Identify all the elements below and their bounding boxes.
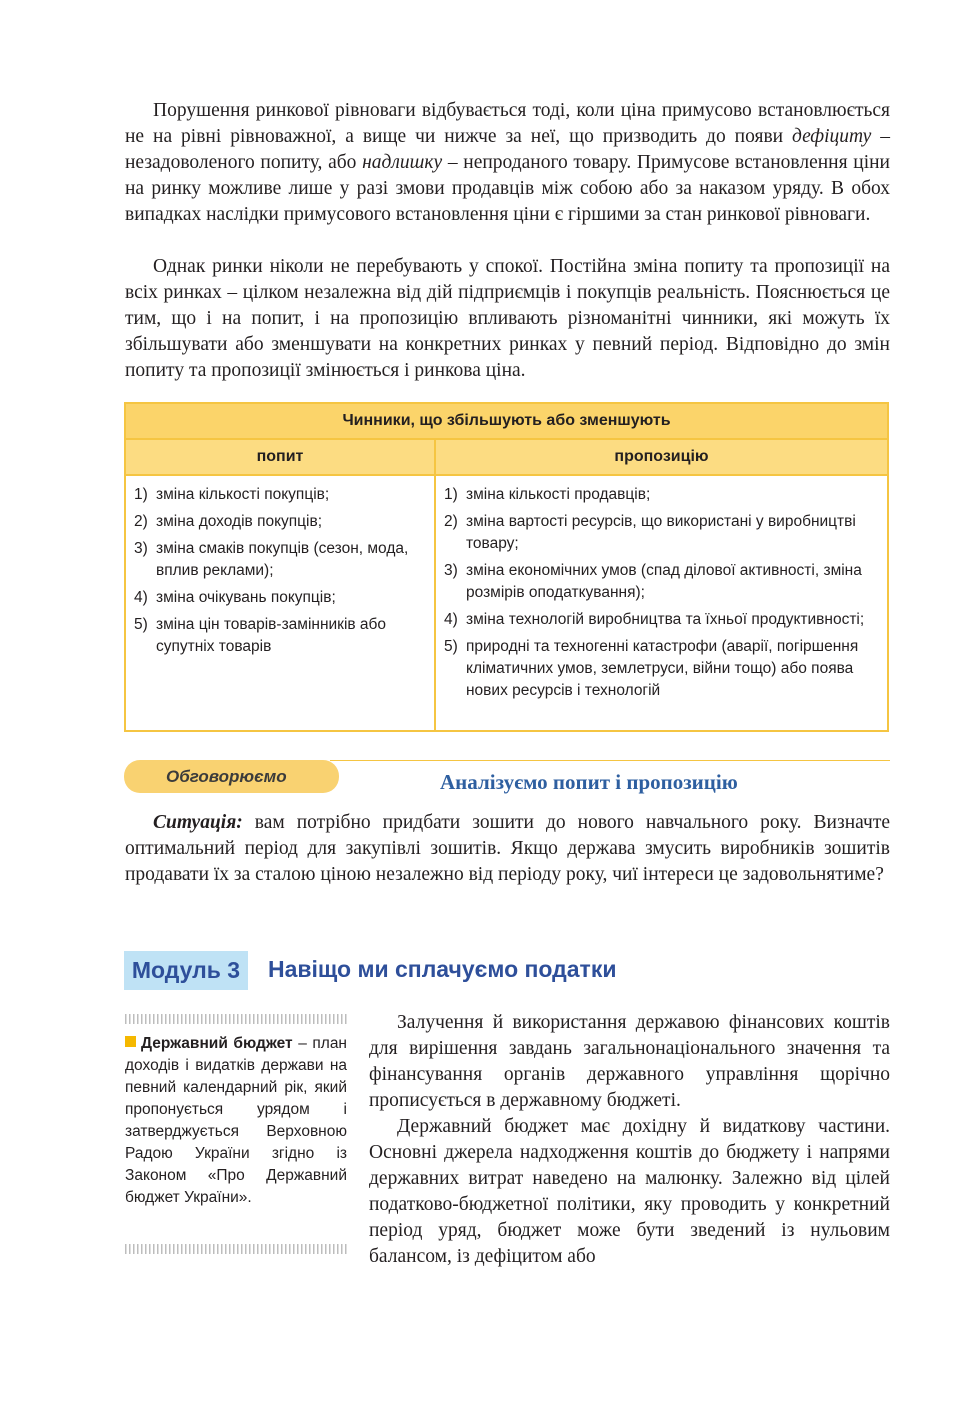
demand-factors-list: [126, 476, 434, 658]
supply-factors-list: [436, 476, 887, 702]
paragraph-markets-change: Однак ринки ніколи не перебувають у спокої. Постійна зміна попиту та пропозиції на всіх ринках – цілком незалежна від дій підприємців і покупців реальність. Пояснюється це тим, що і на попит, і на пропозицію впливають різноманітні чинники, які можуть їх збільшувати або зменшувати на конкретних ринках у певний період. Відповідно до змін попиту та пропозиції змінюється і ринкова ціна.: [125, 256, 890, 381]
list-number: 3): [134, 540, 148, 557]
column-header-supply: пропозицію: [614, 448, 709, 465]
sidebar-divider-bottom: [125, 1244, 347, 1254]
list-item: [134, 538, 428, 582]
list-number: 1): [134, 486, 148, 503]
list-text: природні та техногенні катастрофи (аварії, погіршення кліматичних умов, землетруси, війни тощо) або поява нових ресурсів і технологій: [466, 638, 859, 699]
list-text: зміна технологій виробництва та їхньої продуктивності;: [466, 611, 865, 628]
list-item: [134, 484, 428, 506]
situation-paragraph: [125, 810, 890, 888]
factors-table-body: [126, 476, 887, 732]
list-text: зміна очікувань покупців;: [156, 589, 336, 606]
term-deficit: дефіциту: [792, 126, 872, 147]
list-number: 3): [444, 562, 458, 579]
paragraph-budget-parts: Державний бюджет має дохідну й видаткову частини. Основні джерела надходження коштів до бюджету і напрями державних витрат наведено на малюнку. Залежно від цілей податково-бюджетної політики, яку проводить у конкретний період уряд, бюджет може бути зведений із нульовим балансом, із дефіцитом або: [369, 1116, 890, 1267]
discussion-divider: [330, 760, 890, 761]
list-number: 2): [134, 513, 148, 530]
list-item: [444, 609, 881, 631]
list-text: зміна кількості продавців;: [466, 486, 651, 503]
sidebar-divider-top: [125, 1014, 347, 1024]
p1-text-b: – незадоволеного попиту, або: [125, 126, 890, 173]
list-item: [444, 636, 881, 702]
paragraph-budget-intro: Залучення й використання державою фінансових коштів для вирішення завдань загальнонаціонального значення та фінансування органів державного управління щорічно прописується в державному бюджеті.: [369, 1012, 890, 1111]
term-surplus: надлишку: [362, 152, 443, 173]
paragraph-market-disequilibrium: [125, 98, 890, 228]
situation-text: вам потрібно придбати зошити до нового навчального року. Визначте оптимальний період для закупівлі зошитів. Якщо держава змусить виробників зошитів продавати їх за сталою ціною незалежно від періоду року, чиї інтереси це задовольнятиме?: [125, 812, 890, 885]
glossary-sidebar: [125, 1033, 347, 1209]
list-number: 5): [134, 616, 148, 633]
glossary-definition: – план доходів і видатків держави на певний календарний рік, який пропонується урядом і затверджується Верховною Радою України згідно із Законом «Про Державний бюджет України».: [125, 1035, 347, 1206]
p1-text-c: – непроданого товару. Примусове встановлення ціни на ринку можливе лише у разі змови продавців між собою або за наказом уряду. В обох випадках наслідки примусового встановлення ціни є гіршими за стан ринкової рівноваги.: [125, 152, 890, 225]
discussion-label: Обговорюємо: [124, 760, 339, 793]
list-number: 2): [444, 513, 458, 530]
list-text: зміна економічних умов (спад ділової активності, зміна розмірів оподаткування);: [466, 562, 862, 601]
module-number: Модуль 3: [124, 951, 248, 990]
list-number: 4): [444, 611, 458, 628]
list-text: зміна цін товарів-замінників або супутніх товарів: [156, 616, 387, 655]
list-text: зміна смаків покупців (сезон, мода, вплив реклами);: [156, 540, 409, 579]
factors-table: [124, 402, 889, 732]
list-item: [134, 511, 428, 533]
list-number: 5): [444, 638, 458, 655]
factors-table-title: Чинники, що збільшують або зменшують: [126, 404, 887, 440]
list-item: [134, 587, 428, 609]
discussion-title: Аналізуємо попит і пропозицію: [440, 770, 738, 794]
list-number: 1): [444, 486, 458, 503]
demand-factors-cell: [126, 476, 436, 732]
list-item: [444, 484, 881, 506]
supply-factors-cell: [436, 476, 887, 732]
factors-table-header-row: [126, 440, 887, 476]
list-item: [134, 614, 428, 658]
list-item: [444, 511, 881, 555]
module-title: Навіщо ми сплачуємо податки: [268, 956, 617, 982]
list-text: зміна доходів покупців;: [156, 513, 323, 530]
situation-label: Ситуація:: [153, 812, 243, 833]
bullet-square-icon: [125, 1036, 136, 1047]
p1-text-a: Порушення ринкової рівноваги відбувається тоді, коли ціна примусово встановлюється не на рівні рівноважної, а вище чи нижче за неї, що призводить до появи: [125, 100, 890, 147]
glossary-term: Державний бюджет: [141, 1035, 293, 1052]
list-item: [444, 560, 881, 604]
column-header-demand: попит: [126, 440, 436, 474]
list-text: зміна кількості покупців;: [156, 486, 330, 503]
list-number: 4): [134, 589, 148, 606]
list-text: зміна вартості ресурсів, що використані у виробництві товару;: [466, 513, 856, 552]
